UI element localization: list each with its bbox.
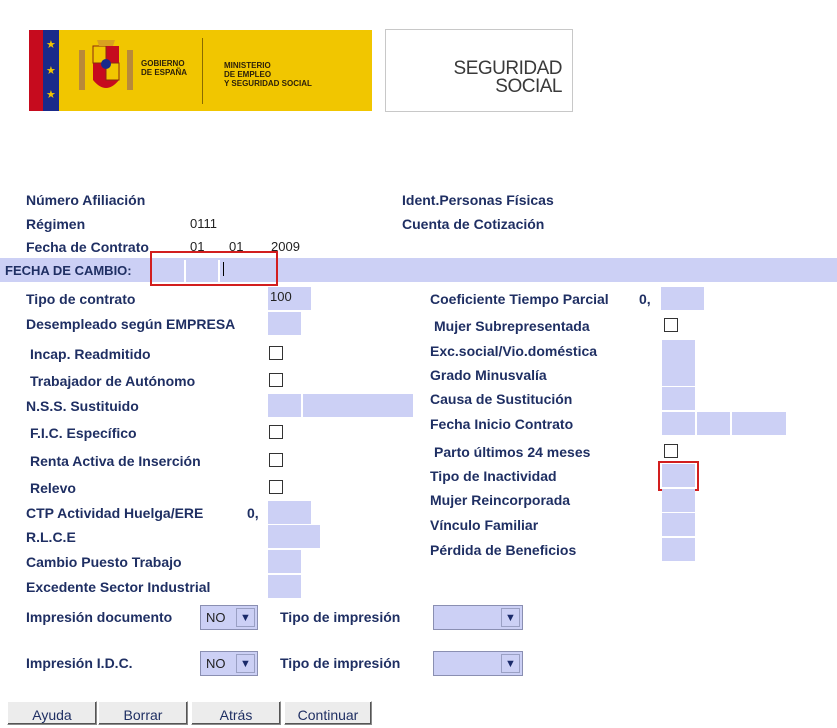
tipo-impresion-1-select[interactable] <box>433 605 523 630</box>
cambio-puesto-label: Cambio Puesto Trabajo <box>26 554 182 570</box>
coeficiente-prefix: 0, <box>639 291 651 307</box>
tipo-impresion-2-select[interactable] <box>433 651 523 676</box>
ayuda-button[interactable]: Ayuda <box>7 701 97 725</box>
star-icon: ★ <box>46 39 56 51</box>
exc-social-input[interactable] <box>662 340 695 363</box>
fecha-inicio-month-input[interactable] <box>697 412 730 435</box>
coeficiente-label: Coeficiente Tiempo Parcial <box>430 291 609 307</box>
regimen-label: Régimen <box>26 216 86 232</box>
rlce-input[interactable] <box>268 525 320 548</box>
mujer-reincorporada-label: Mujer Reincorporada <box>430 492 571 508</box>
excedente-label: Excedente Sector Industrial <box>26 579 211 595</box>
mujer-reincorporada-input[interactable] <box>662 489 695 512</box>
nss-sustituido-input-1[interactable] <box>268 394 301 417</box>
fic-especifico-checkbox[interactable] <box>269 425 283 439</box>
seguridad-social-logo <box>385 29 573 112</box>
fecha-contrato-day: 01 <box>190 239 205 254</box>
ctp-prefix: 0, <box>247 505 259 521</box>
tipo-contrato-input[interactable] <box>268 287 311 310</box>
impresion-idc-label: Impresión I.D.C. <box>26 655 133 671</box>
excedente-input[interactable] <box>268 575 301 598</box>
parto-checkbox[interactable] <box>664 444 678 458</box>
gobierno-logo <box>29 30 372 111</box>
fecha-contrato-month: 01 <box>229 239 244 254</box>
renta-activa-label: Renta Activa de Inserción <box>30 453 201 469</box>
impresion-idc-value: NO <box>206 656 226 671</box>
ctp-actividad-label: CTP Actividad Huelga/ERE <box>26 505 204 521</box>
chevron-down-icon[interactable]: ▼ <box>501 654 520 673</box>
cuenta-cotizacion-label: Cuenta de Cotización <box>402 216 545 232</box>
cambio-puesto-input[interactable] <box>268 550 301 573</box>
fecha-inicio-year-input[interactable] <box>732 412 786 435</box>
fecha-cambio-label: FECHA DE CAMBIO: <box>5 263 132 278</box>
borrar-button[interactable]: Borrar <box>98 701 188 725</box>
coat-of-arms-icon <box>77 40 135 102</box>
fecha-contrato-label: Fecha de Contrato <box>26 239 149 255</box>
gobierno-text: GOBIERNO DE ESPAÑA <box>141 59 188 77</box>
causa-sustitucion-label: Causa de Sustitución <box>430 391 573 407</box>
star-icon: ★ <box>46 65 56 77</box>
vinculo-familiar-label: Vínculo Familiar <box>430 517 539 533</box>
ctp-actividad-input[interactable] <box>268 501 311 524</box>
atras-button[interactable]: Atrás <box>191 701 281 725</box>
relevo-checkbox[interactable] <box>269 480 283 494</box>
fic-especifico-label: F.I.C. Específico <box>30 425 137 441</box>
seguridad-social-text: SEGURIDAD SOCIAL <box>453 58 562 97</box>
parto-label: Parto últimos 24 meses <box>434 444 591 460</box>
perdida-beneficios-label: Pérdida de Beneficios <box>430 542 577 558</box>
chevron-down-icon[interactable]: ▼ <box>236 608 255 627</box>
impresion-documento-label: Impresión documento <box>26 609 173 625</box>
star-icon: ★ <box>46 89 56 101</box>
trabajador-autonomo-checkbox[interactable] <box>269 373 283 387</box>
chevron-down-icon[interactable]: ▼ <box>501 608 520 627</box>
nss-sustituido-input-2[interactable] <box>303 394 413 417</box>
fecha-cambio-highlight <box>150 251 278 286</box>
tipo-impresion-2-label: Tipo de impresión <box>280 655 401 671</box>
incap-readmitido-label: Incap. Readmitido <box>30 346 151 362</box>
chevron-down-icon[interactable]: ▼ <box>236 654 255 673</box>
vinculo-familiar-input[interactable] <box>662 513 695 536</box>
tipo-contrato-label: Tipo de contrato <box>26 291 136 307</box>
renta-activa-checkbox[interactable] <box>269 453 283 467</box>
causa-sustitucion-input[interactable] <box>662 387 695 410</box>
incap-readmitido-checkbox[interactable] <box>269 346 283 360</box>
trabajador-autonomo-label: Trabajador de Autónomo <box>30 373 196 389</box>
tipo-inactividad-label: Tipo de Inactividad <box>430 468 557 484</box>
divider <box>202 38 203 104</box>
impresion-documento-value: NO <box>206 610 226 625</box>
desempleado-input[interactable] <box>268 312 301 335</box>
numero-afiliacion-label: Número Afiliación <box>26 192 146 208</box>
impresion-idc-select[interactable] <box>200 651 258 676</box>
grado-minusvalia-input[interactable] <box>662 363 695 386</box>
tipo-impresion-1-label: Tipo de impresión <box>280 609 401 625</box>
impresion-documento-select[interactable] <box>200 605 258 630</box>
flag-red-stripe <box>29 30 43 111</box>
coeficiente-input[interactable] <box>661 287 704 310</box>
rlce-label: R.L.C.E <box>26 529 76 545</box>
eu-flag <box>43 30 59 111</box>
fecha-contrato-year: 2009 <box>271 239 300 254</box>
ministerio-text: MINISTERIO DE EMPLEO Y SEGURIDAD SOCIAL <box>224 61 312 88</box>
fecha-inicio-label: Fecha Inicio Contrato <box>430 416 574 432</box>
perdida-beneficios-input[interactable] <box>662 538 695 561</box>
mujer-subrepresentada-checkbox[interactable] <box>664 318 678 332</box>
regimen-value: 0111 <box>190 216 217 231</box>
tipo-inactividad-highlight <box>658 461 699 491</box>
grado-minusvalia-label: Grado Minusvalía <box>430 367 547 383</box>
mujer-subrepresentada-label: Mujer Subrepresentada <box>434 318 590 334</box>
nss-sustituido-label: N.S.S. Sustituido <box>26 398 139 414</box>
exc-social-label: Exc.social/Vio.doméstica <box>430 343 598 359</box>
relevo-label: Relevo <box>30 480 76 496</box>
desempleado-label: Desempleado según EMPRESA <box>26 316 236 332</box>
fecha-inicio-day-input[interactable] <box>662 412 695 435</box>
continuar-button[interactable]: Continuar <box>284 701 372 725</box>
tipo-contrato-value: 100 <box>270 289 292 304</box>
ident-personas-label: Ident.Personas Físicas <box>402 192 554 208</box>
